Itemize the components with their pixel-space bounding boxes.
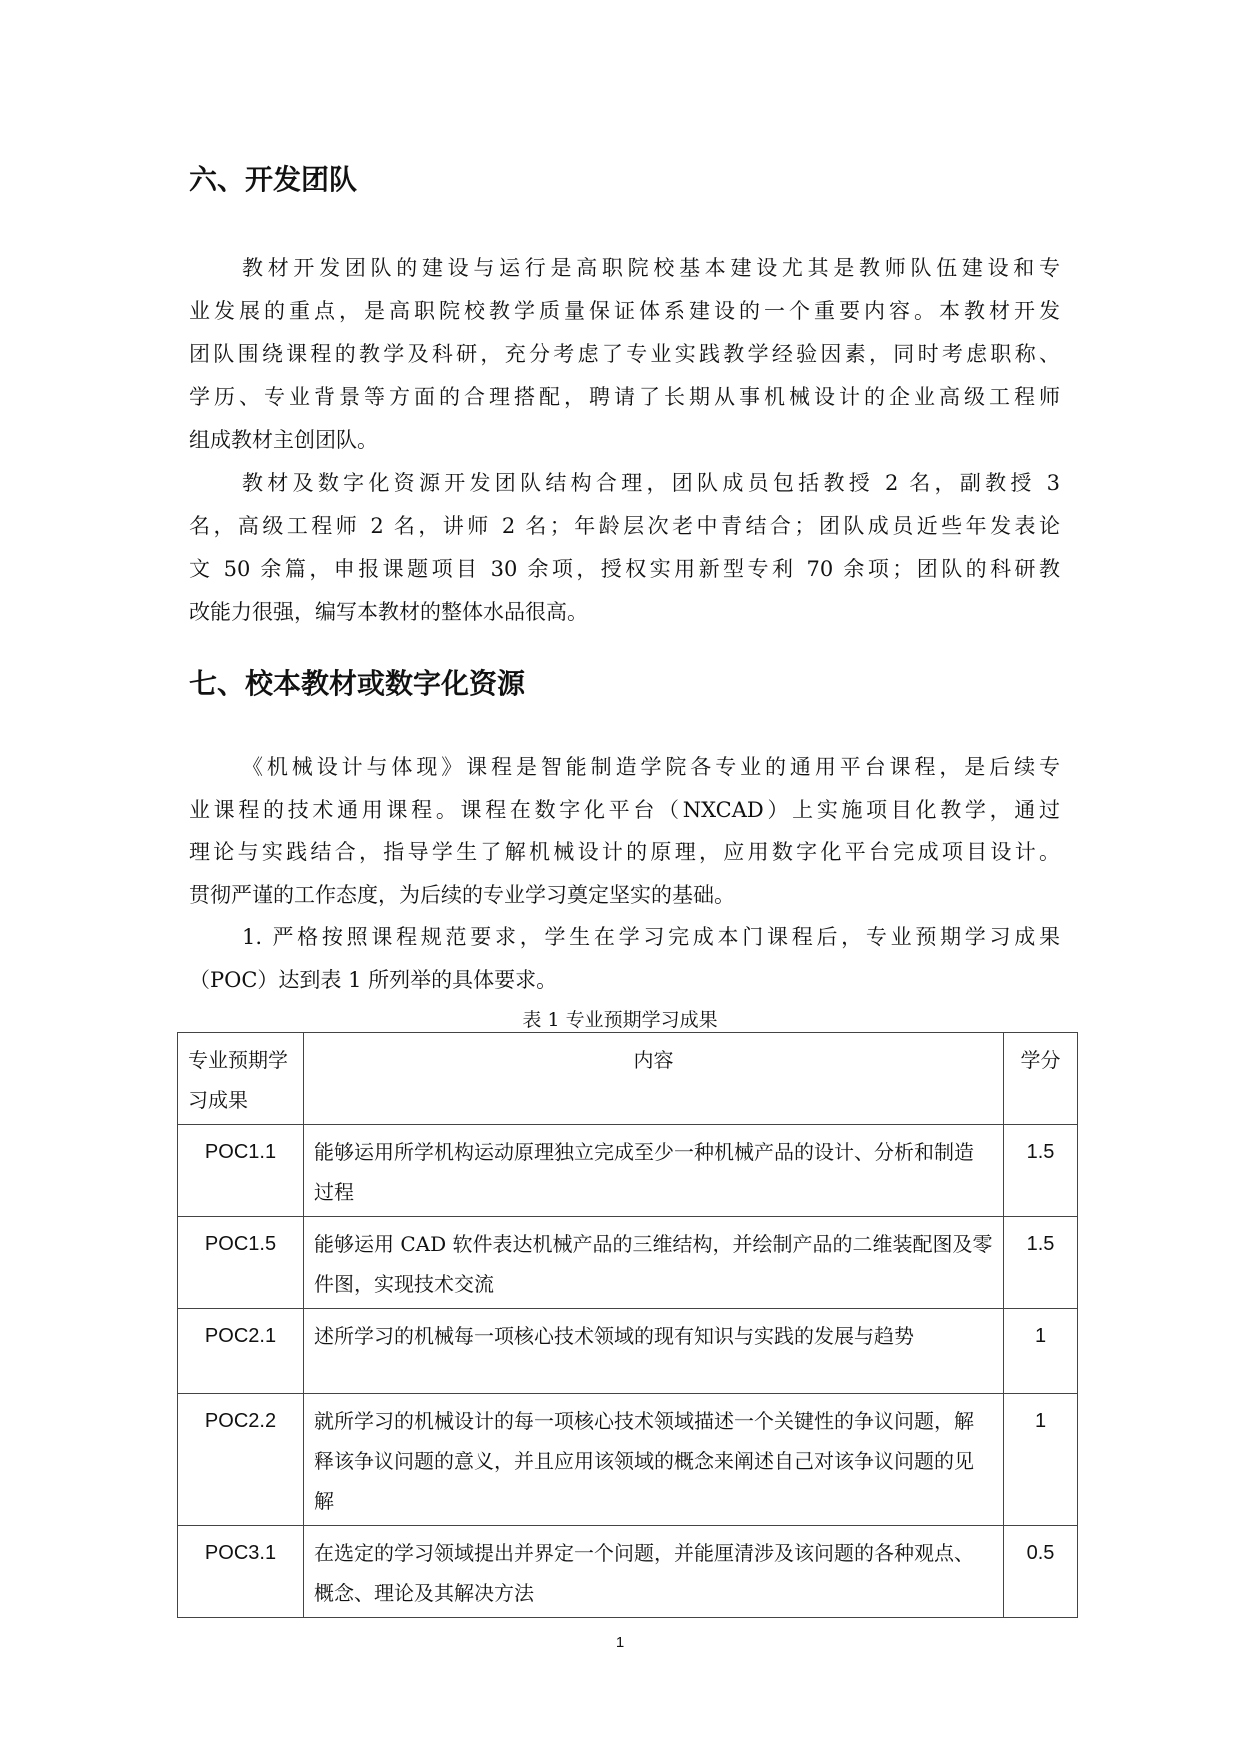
poc-credit: 1.5	[1004, 1125, 1078, 1217]
poc-code: POC3.1	[178, 1526, 304, 1618]
poc-code: POC1.5	[178, 1217, 304, 1309]
header-poc: 专业预期学习成果	[178, 1033, 304, 1125]
text-line: 文 50 余篇，申报课题项目 30 余项，授权实用新型专利 70 余项；团队的科研教	[189, 557, 1060, 581]
poc-content: 能够运用所学机构运动原理独立完成至少一种机械产品的设计、分析和制造过程	[304, 1125, 1004, 1217]
poc-content: 述所学习的机械每一项核心技术领域的现有知识与实践的发展与趋势	[304, 1309, 1004, 1394]
poc-code: POC1.1	[178, 1125, 304, 1217]
table-caption: 表 1 专业预期学习成果	[522, 1009, 718, 1031]
table-row	[178, 1394, 1078, 1526]
text-line: 团队围绕课程的教学及科研，充分考虑了专业实践教学经验因素，同时考虑职称、	[189, 342, 1060, 366]
section-6-body	[189, 247, 1060, 634]
text-line: 组成教材主创团队。	[189, 428, 378, 452]
poc-credit: 1.5	[1004, 1217, 1078, 1309]
poc-content: 在选定的学习领域提出并界定一个问题，并能厘清涉及该问题的各种观点、概念、理论及其解决方法	[304, 1526, 1004, 1618]
text-line: 教材开发团队的建设与运行是高职院校基本建设尤其是教师队伍建设和专	[242, 256, 1060, 280]
text-line: 业课程的技术通用课程。课程在数字化平台（NXCAD）上实施项目化教学，通过	[189, 797, 1060, 822]
section-6-heading: 六、开发团队	[189, 163, 358, 196]
poc-table	[177, 1032, 1078, 1618]
poc-code: POC2.2	[178, 1394, 304, 1526]
text-line: 学历、专业背景等方面的合理搭配，聘请了长期从事机械设计的企业高级工程师	[189, 385, 1060, 409]
text-line: 改能力很强，编写本教材的整体水品很高。	[189, 600, 588, 624]
table-row	[178, 1526, 1078, 1618]
table-row	[178, 1309, 1078, 1394]
poc-credit: 1	[1004, 1394, 1078, 1526]
text-line: 名，高级工程师 2 名，讲师 2 名；年龄层次老中青结合；团队成员近些年发表论	[189, 514, 1060, 538]
text-line: 教材及数字化资源开发团队结构合理，团队成员包括教授 2 名，副教授 3	[242, 471, 1060, 495]
section-7-heading: 七、校本教材或数字化资源	[189, 667, 526, 700]
poc-content: 就所学习的机械设计的每一项核心技术领域描述一个关键性的争议问题，解释该争议问题的意义，并且应用该领域的概念来阐述自己对该争议问题的见解	[304, 1394, 1004, 1526]
text-line: 业发展的重点，是高职院校教学质量保证体系建设的一个重要内容。本教材开发	[189, 299, 1060, 323]
text-line: （POC）达到表 1 所列举的具体要求。	[189, 967, 558, 992]
text-line: 理论与实践结合，指导学生了解机械设计的原理，应用数字化平台完成项目设计。	[189, 840, 1060, 864]
text-line: 《机械设计与体现》课程是智能制造学院各专业的通用平台课程，是后续专	[242, 755, 1060, 779]
section-7-body	[189, 746, 1060, 1001]
page-number: 1	[615, 1634, 625, 1651]
header-credit: 学分	[1004, 1033, 1078, 1125]
poc-credit: 0.5	[1004, 1526, 1078, 1618]
header-content: 内容	[304, 1033, 1004, 1125]
text-line: 贯彻严谨的工作态度，为后续的专业学习奠定坚实的基础。	[189, 882, 735, 907]
poc-code: POC2.1	[178, 1309, 304, 1394]
table-row	[178, 1217, 1078, 1309]
poc-credit: 1	[1004, 1309, 1078, 1394]
text-line: 1. 严格按照课程规范要求，学生在学习完成本门课程后，专业预期学习成果	[242, 925, 1060, 949]
table-row	[178, 1125, 1078, 1217]
table-header-row	[178, 1033, 1078, 1125]
poc-content: 能够运用 CAD 软件表达机械产品的三维结构，并绘制产品的二维装配图及零件图，实现技术交流	[304, 1217, 1004, 1309]
